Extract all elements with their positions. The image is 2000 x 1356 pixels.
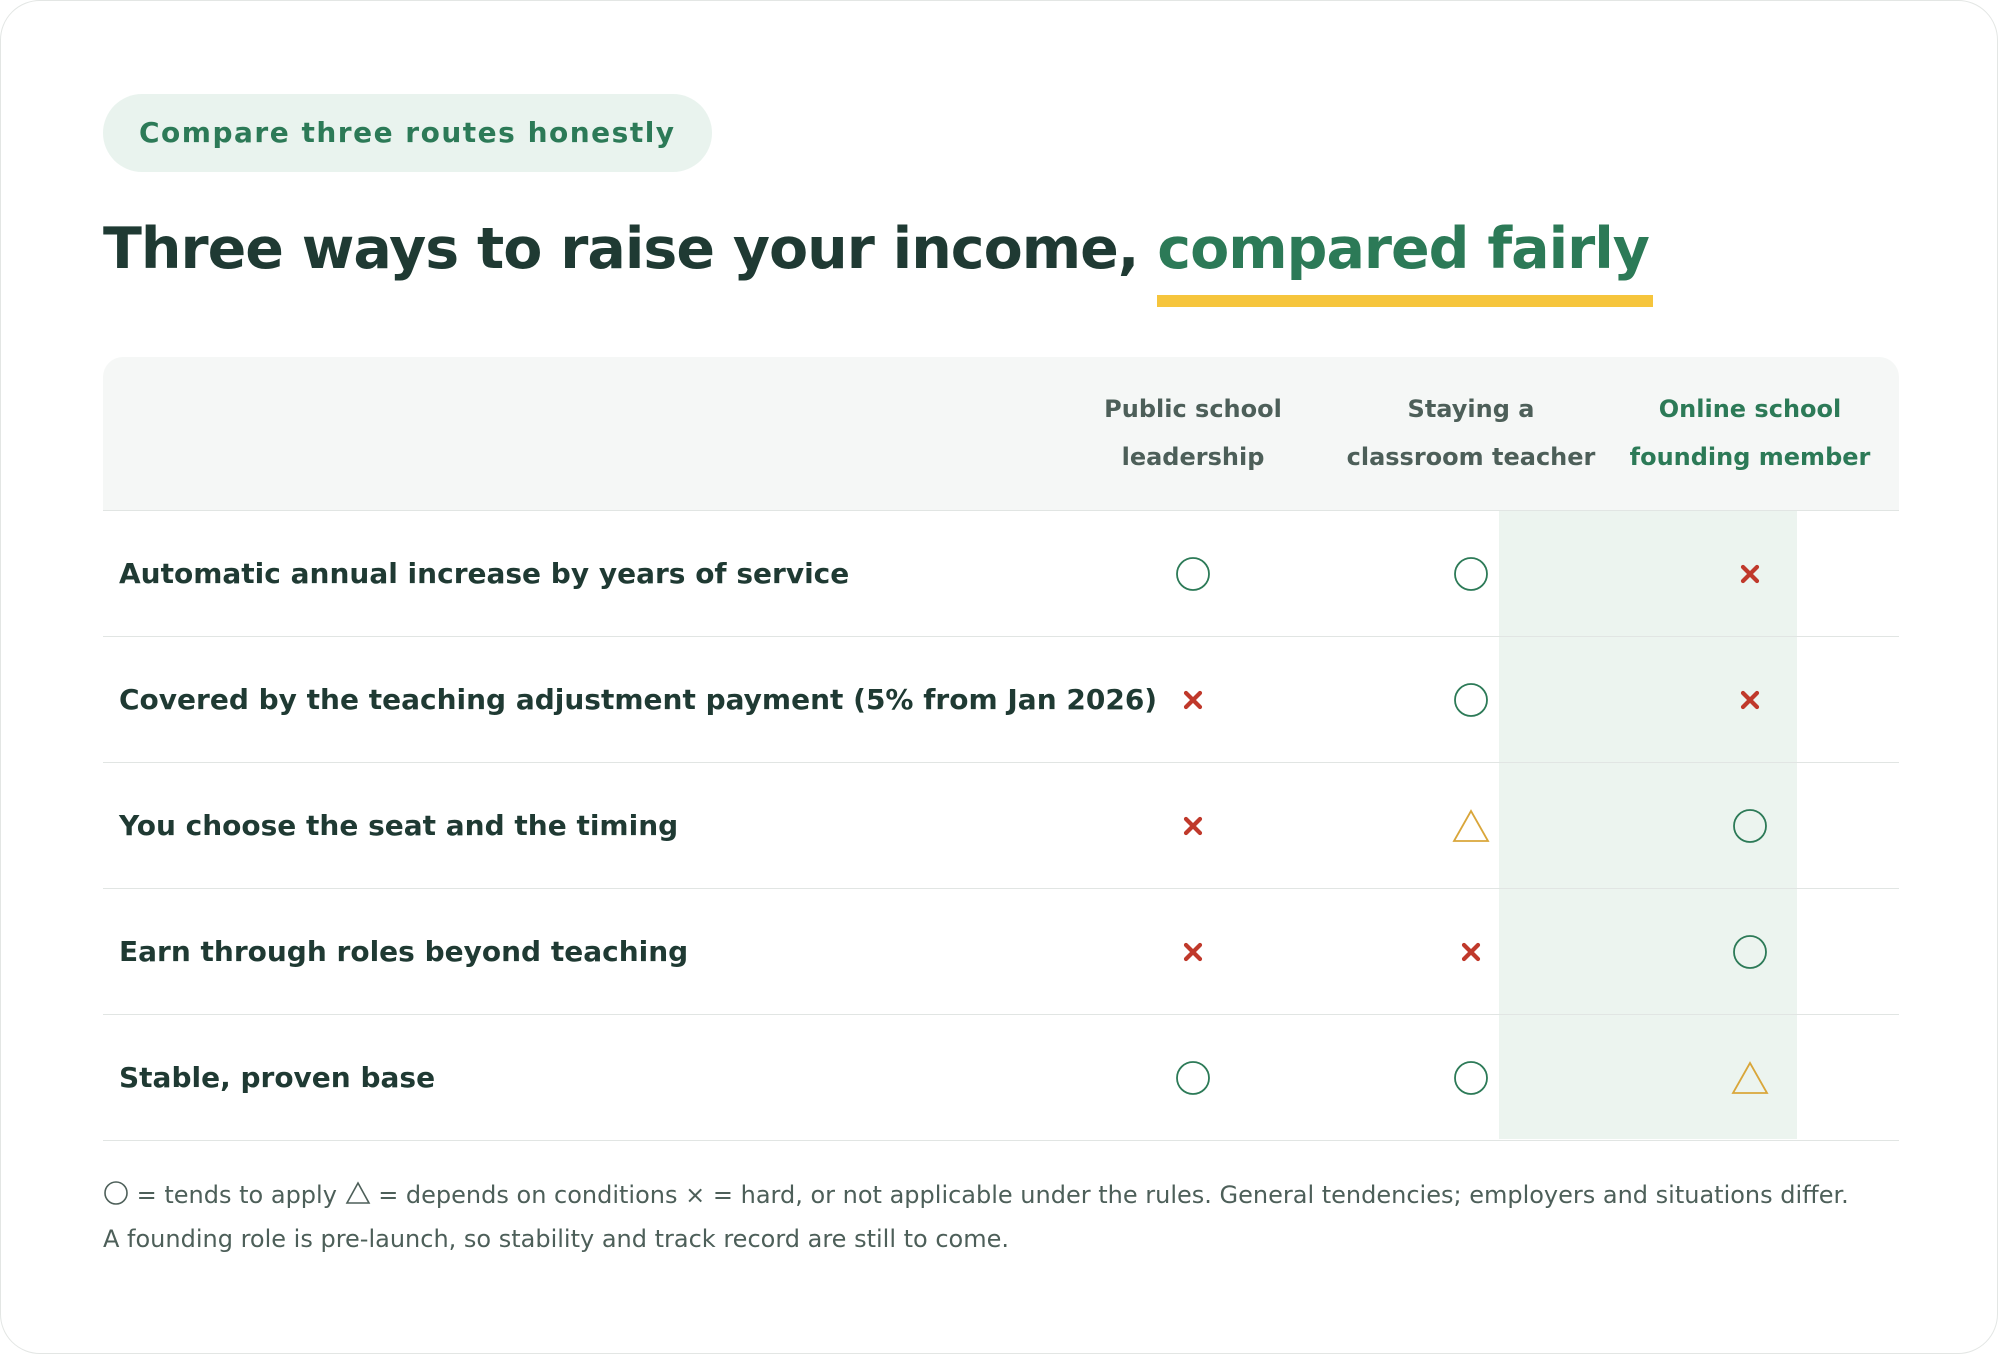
- legend-circle-text: = tends to apply: [136, 1181, 337, 1209]
- circle-icon: [1371, 1015, 1571, 1140]
- row-label: Stable, proven base: [119, 1061, 436, 1094]
- row-label: You choose the seat and the timing: [119, 809, 679, 842]
- title-accent: [1157, 209, 1649, 289]
- circle-icon: [1093, 1015, 1293, 1140]
- column-header-line: leadership: [1121, 443, 1265, 471]
- cross-icon: [1093, 763, 1293, 888]
- column-header-line: Staying a: [1407, 395, 1535, 423]
- circle-icon: [1650, 763, 1850, 888]
- table-row: [103, 511, 1899, 637]
- row-label: Automatic annual increase by years of service: [119, 557, 850, 590]
- column-header-classroom-teacher: [1339, 385, 1603, 481]
- triangle-icon: [1371, 763, 1571, 888]
- cross-icon: [1093, 889, 1293, 1014]
- cross-symbol: ×: [685, 1181, 706, 1209]
- title-underline: [1157, 295, 1653, 307]
- title-main: Three ways to raise your income,: [103, 216, 1158, 282]
- cross-icon: [1093, 637, 1293, 762]
- page-title: [103, 209, 1649, 289]
- table-row: [103, 637, 1899, 763]
- circle-icon: [1650, 889, 1850, 1014]
- cross-icon: [1650, 637, 1850, 762]
- column-header-line: Online school: [1658, 395, 1842, 423]
- column-header-public-school-leadership: [1083, 385, 1303, 481]
- legend-cross-text: = hard, or not applicable under the rules.: [712, 1181, 1212, 1209]
- table-header: [103, 357, 1899, 511]
- column-header-line: Public school: [1104, 395, 1282, 423]
- column-header-online-founding-member: [1623, 385, 1877, 481]
- circle-icon: [1371, 511, 1571, 636]
- circle-icon: [1093, 511, 1293, 636]
- legend: [103, 1173, 1863, 1261]
- circle-icon: [1371, 637, 1571, 762]
- row-label: Earn through roles beyond teaching: [119, 935, 689, 968]
- table-row: [103, 889, 1899, 1015]
- table-row: [103, 1015, 1899, 1141]
- legend-triangle-text: = depends on conditions: [378, 1181, 678, 1209]
- cross-icon: [1371, 889, 1571, 1014]
- cross-icon: [1650, 511, 1850, 636]
- column-header-line: founding member: [1629, 443, 1871, 471]
- legend-note: General tendencies; employers and situations differ. A founding role is pre-launch, so stability and track record are still to come.: [103, 1181, 1849, 1253]
- circle-icon: [103, 1181, 129, 1209]
- title-accent-text: compared fairly: [1157, 216, 1649, 282]
- comparison-table: [103, 357, 1899, 1141]
- section-badge: Compare three routes honestly: [103, 94, 712, 172]
- triangle-icon: [345, 1181, 371, 1209]
- column-header-line: classroom teacher: [1346, 443, 1596, 471]
- table-body: [103, 511, 1899, 1141]
- triangle-icon: [1650, 1015, 1850, 1140]
- row-label: Covered by the teaching adjustment payment (5% from Jan 2026): [119, 683, 1158, 716]
- table-row: [103, 763, 1899, 889]
